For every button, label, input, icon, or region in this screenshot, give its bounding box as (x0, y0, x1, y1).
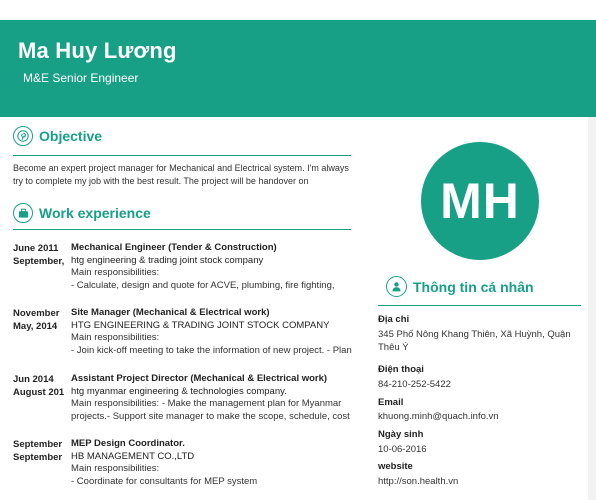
job-body (71, 242, 361, 292)
top-band (0, 0, 596, 20)
job-company: htg myanmar engineering & technologies company. (71, 385, 287, 397)
job-detail: - Coordinate for consultants for MEP system (71, 475, 258, 487)
job-company: HB MANAGEMENT CO.,LTD (71, 450, 195, 462)
job-detail: projects.- Support site manager to make the scope, schedule, cost (71, 410, 350, 422)
job-body (71, 438, 361, 488)
person-icon (386, 276, 407, 297)
job-detail: Main responsibilities: (71, 463, 160, 474)
avatar (421, 142, 539, 260)
objective-text: Become an expert project manager for Mechanical and Electrical system. I'm always try to complete my job with the best result. The project will be handover on (13, 163, 349, 186)
personal-info-title: Thông tin cá nhân (413, 278, 534, 295)
job-detail: Main responsibilities: (71, 332, 160, 343)
website-label: website (378, 461, 413, 472)
work-divider (13, 229, 351, 230)
briefcase-icon (13, 203, 33, 223)
job-detail: Main responsibilities: (71, 267, 160, 278)
job-title: Site Manager (Mechanical & Electrical work) (71, 307, 270, 318)
job-detail: - Calculate, design and quote for ACVE, plumbing, fire fighting, (71, 279, 335, 291)
job-date: Jun 2014 August 201 (13, 374, 65, 398)
job-title: Assistant Project Director (Mechanical & Electrical work) (71, 373, 328, 384)
website-link[interactable]: http://son.health.vn (378, 476, 459, 487)
personal-info-divider (378, 305, 581, 306)
job-title: MEP Design Coordinator. (71, 438, 185, 449)
job-detail: - Join kick-off meeting to take the information of new project. - Plan (71, 344, 352, 356)
personal-info-heading (386, 276, 534, 297)
job-date: November May, 2014 (13, 308, 60, 332)
header-banner (0, 20, 596, 117)
job-date: September September (13, 439, 63, 463)
phone-value: 84-210-252-5422 (378, 379, 451, 390)
candidate-name: Ma Huy Lương (18, 38, 177, 63)
job-company: HTG ENGINEERING & TRADING JOINT STOCK COMPANY (71, 319, 330, 331)
address-label: Địa chỉ (378, 314, 410, 325)
job-body (71, 307, 361, 357)
candidate-role: M&E Senior Engineer (23, 71, 139, 85)
dob-value: 10-06-2016 (378, 444, 427, 455)
objective-title: Objective (39, 128, 103, 144)
job-title: Mechanical Engineer (Tender & Construction) (71, 242, 277, 253)
pinterest-icon (13, 126, 33, 146)
email-label: Email (378, 397, 404, 408)
work-title: Work experience (39, 205, 151, 221)
email-value[interactable]: khuong.minh@quach.info.vn (378, 411, 499, 422)
avatar-initials: MH (440, 173, 520, 229)
work-heading (13, 203, 151, 223)
address-value: 345 Phố Nông Khang Thiên, Xã Huỳnh, Quận Thêu Ý (378, 329, 571, 353)
dob-label: Ngày sinh (378, 429, 424, 440)
job-body (71, 373, 361, 423)
job-detail: Main responsibilities: - Make the management plan for Myanmar (71, 398, 342, 409)
job-date: June 2011 September, (13, 243, 65, 267)
phone-label: Điện thoại (378, 364, 424, 375)
objective-divider (13, 155, 351, 156)
job-company: htg engineering & trading joint stock company (71, 254, 264, 266)
objective-heading (13, 126, 102, 146)
